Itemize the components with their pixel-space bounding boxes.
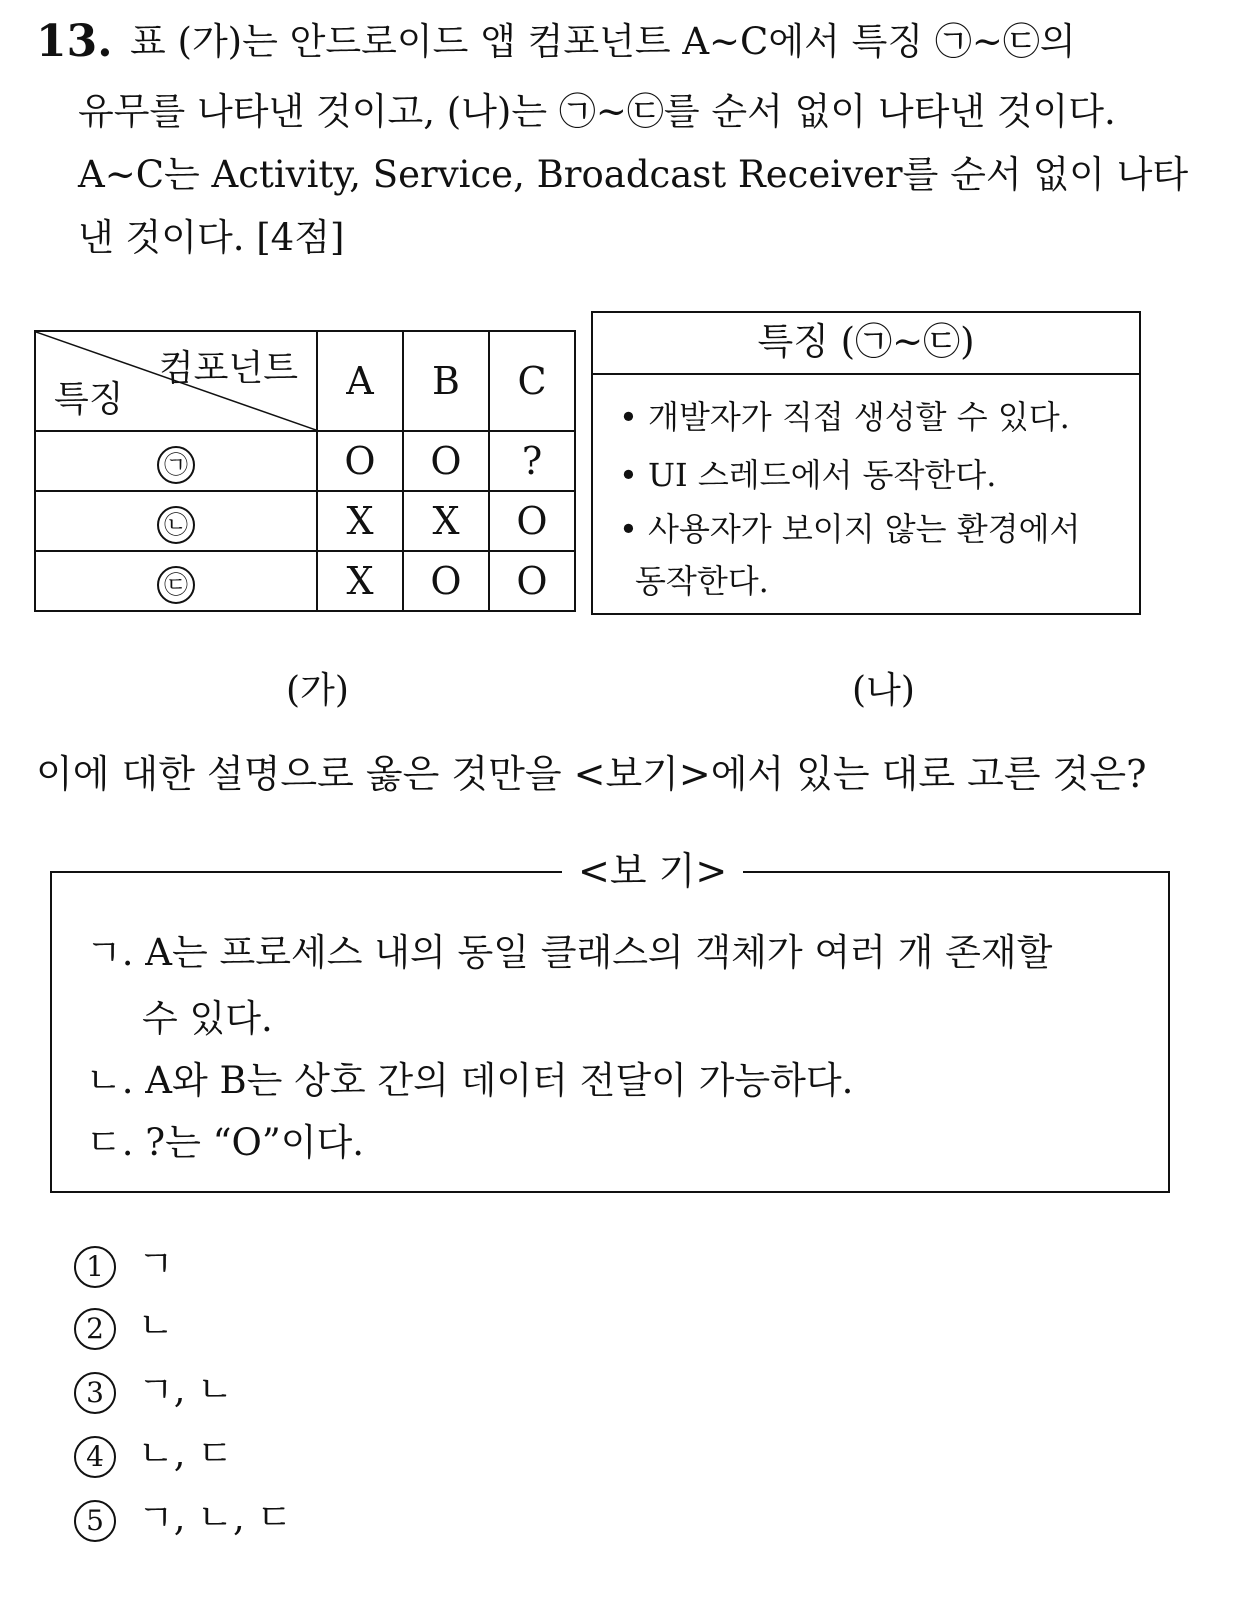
table-row xyxy=(35,551,575,611)
bogi-item: ㄱ. A는 프로세스 내의 동일 클래스의 객체가 여러 개 존재할 xyxy=(86,931,1053,974)
feature-item: • 사용자가 보이지 않는 환경에서 xyxy=(619,510,1081,548)
column-header-a: A xyxy=(317,331,403,431)
question-text-line: 낸 것이다. [4점] xyxy=(78,216,345,259)
table-row xyxy=(35,491,575,551)
feature-table-ga xyxy=(34,330,576,612)
choice-text: ㄱ, ㄴ, ㄷ xyxy=(138,1496,293,1539)
answer-choice-4[interactable] xyxy=(74,1432,233,1478)
question-text-line: 표 (가)는 안드로이드 앱 컴포넌트 A~C에서 특징 ㉠~㉢의 xyxy=(130,20,1076,63)
choice-text: ㄱ, ㄴ xyxy=(138,1368,234,1411)
column-header-b: B xyxy=(403,331,489,431)
answer-choice-5[interactable] xyxy=(74,1496,292,1542)
column-header-c: C xyxy=(489,331,575,431)
table-cell: O xyxy=(403,431,489,491)
answer-choice-3[interactable] xyxy=(74,1368,233,1414)
choice-text: ㄴ, ㄷ xyxy=(138,1432,234,1475)
header-feature: 특징 xyxy=(54,379,124,420)
bogi-box xyxy=(50,849,1170,1193)
choice-text: ㄴ xyxy=(138,1304,174,1347)
circled-label: ㉢ xyxy=(157,566,195,604)
bogi-item: ㄷ. ?는 “O”이다. xyxy=(86,1121,365,1164)
bogi-item: ㄴ. A와 B는 상호 간의 데이터 전달이 가능하다. xyxy=(86,1059,854,1102)
table-cell: X xyxy=(317,551,403,611)
box-title: 특징 (㉠~㉢) xyxy=(593,313,1139,375)
table-cell: O xyxy=(317,431,403,491)
header-component: 컴포넌트 xyxy=(158,348,298,389)
question-text-line: 유무를 나타낸 것이고, (나)는 ㉠~㉢를 순서 없이 나타낸 것이다. xyxy=(78,90,1116,133)
feature-item: • 개발자가 직접 생성할 수 있다. xyxy=(619,398,1070,436)
table-cell: O xyxy=(489,551,575,611)
table-cell: X xyxy=(317,491,403,551)
caption-na: (나) xyxy=(852,670,915,711)
row-label xyxy=(35,431,317,491)
row-label xyxy=(35,551,317,611)
table-cell: X xyxy=(403,491,489,551)
choice-number: 3 xyxy=(74,1372,116,1414)
feature-item: • UI 스레드에서 동작한다. xyxy=(619,456,997,494)
feature-item-continuation: 동작한다. xyxy=(635,562,769,600)
feature-box-na xyxy=(591,311,1141,615)
table-row xyxy=(35,431,575,491)
table-cell: O xyxy=(489,491,575,551)
choice-number: 1 xyxy=(74,1246,116,1288)
row-label xyxy=(35,491,317,551)
choice-text: ㄱ xyxy=(138,1242,174,1285)
question-text-line: A~C는 Activity, Service, Broadcast Receiver를 순서 없이 나타 xyxy=(78,153,1189,196)
choice-number: 4 xyxy=(74,1436,116,1478)
table-diagonal-header xyxy=(35,331,317,431)
question-prompt: 이에 대한 설명으로 옳은 것만을 <보기>에서 있는 대로 고른 것은? xyxy=(36,752,1147,796)
circled-label: ㉡ xyxy=(157,506,195,544)
table-cell: ? xyxy=(489,431,575,491)
choice-number: 2 xyxy=(74,1308,116,1350)
answer-choice-2[interactable] xyxy=(74,1304,174,1350)
answer-choice-1[interactable] xyxy=(74,1242,174,1288)
circled-label: ㉠ xyxy=(157,446,195,484)
bogi-item-continuation: 수 있다. xyxy=(142,997,273,1040)
table-cell: O xyxy=(403,551,489,611)
caption-ga: (가) xyxy=(286,670,349,711)
question-number: 13. xyxy=(36,16,113,67)
choice-number: 5 xyxy=(74,1500,116,1542)
bogi-title: <보 기> xyxy=(562,845,743,897)
